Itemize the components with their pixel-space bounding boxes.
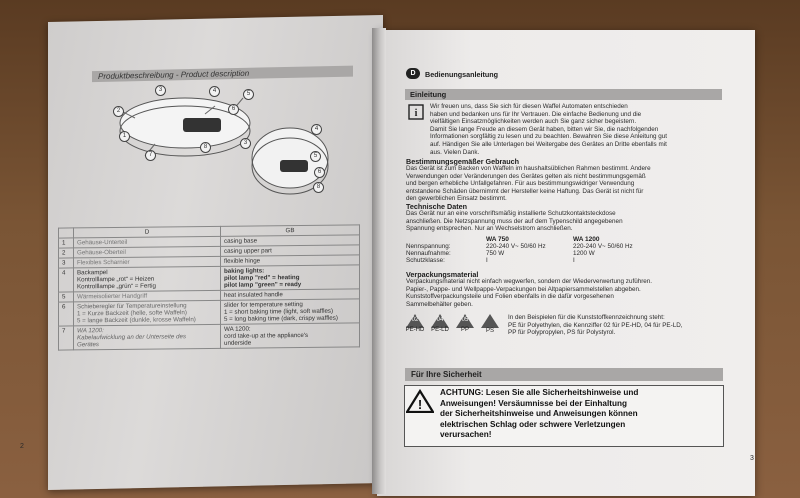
book-icon xyxy=(408,104,424,120)
wa750-voltage: 220-240 V~ 50/60 Hz xyxy=(486,243,546,250)
parts-table xyxy=(58,224,360,350)
intro-heading-bar: Einleitung xyxy=(405,89,722,100)
svg-text:!: ! xyxy=(417,397,423,412)
tech-model-750: WA 750 xyxy=(486,236,509,243)
book-gutter xyxy=(372,28,386,494)
callout-3: 3 xyxy=(155,85,166,96)
pack-text: Verpackungsmaterial nicht einfach wegwerfen, sondern der Wiederverwertung zuführen. Papier-, Pappe- und Wellpappe-Verpackungen bei Altpapiersammelstellen abgeben. Kunststoffverpackungsteile und Folien ebenfalls in die dafür vorgesehenen Sammelbehälter geben. xyxy=(406,278,653,308)
intro-text: Wir freuen uns, dass Sie sich für diesen Waffel Automaten entschieden haben und bedanken uns für Ihr Vertrauen. Die einfache Bedienung und die vielfältigen Einsatzmöglichkeiten werden auch Sie ganz sicher begeistern. Damit Sie lange Freude an diesem Gerät haben, bitten wir Sie, die nachfolgenden Informationen sorgfältig zu lesen und zu beachten. Bewahren Sie diese Anleitung gut auf. Händigen Sie alle Unterlagen bei Weitergabe des Gerätes an Dritte ebenfalls mit aus. Vielen Dank. xyxy=(430,103,667,156)
wa1200-power: 1200 W xyxy=(573,250,595,257)
section-title: Bedienungsanleitung xyxy=(425,70,499,79)
callout-5-small: 5 xyxy=(310,151,321,162)
tech-text: Das Gerät nur an eine vorschriftsmäßig installierte Schutzkontaktsteckdose anschließen. Die Netzspannung muss der auf dem Typenschild angegebenen Spannung entsprechen. Nur an Wechselstrom anschließen. xyxy=(406,210,623,233)
table-row: 3 Flexibles Scharnier flexible hinge xyxy=(59,255,360,268)
warning-text: ACHTUNG: Lesen Sie alle Sicherheitshinweise und Anweisungen! Versäumnisse bei der Einhaltung der Sicherheitshinweise und Anweisungen können elektrischen Schlag oder schwere Verletzungen verursachen! xyxy=(440,388,639,440)
svg-text:i: i xyxy=(414,108,418,119)
recycle-text: In den Beispielen für die Kunststoffkennzeichnung steht: PE für Polyethylen, die Kennziffer 02 für PE-HD, 04 für PE-LD, PP für Polypropylen, PS für Polystyrol. xyxy=(508,314,683,337)
callout-8: 8 xyxy=(200,142,211,153)
callout-6: 6 xyxy=(228,104,239,115)
tech-label-class: Schutzklasse: xyxy=(406,257,445,264)
callout-6-small: 6 xyxy=(314,167,325,178)
table-row: 6 Schieberegler für Temperatureinstellung 1 = Kurze Backzeit (helle, softe Waffeln) 5 = lange Backzeit (dunkle, krosse Waffeln) slider for temperature setting 1 = short baking time (light, soft waffles) 5 = long baking time (dark, crispy waffles) xyxy=(59,299,360,326)
handle-large xyxy=(183,118,221,132)
pack-heading: Verpackungsmaterial xyxy=(406,270,479,279)
callout-3-small: 3 xyxy=(240,138,251,149)
waffle-maker-illustration xyxy=(105,78,345,218)
callout-5: 5 xyxy=(243,89,254,100)
right-page-number: 3 xyxy=(750,455,754,462)
recycle-ps: PS xyxy=(479,314,501,334)
recycle-pe-ld: 04 PE-LD xyxy=(429,314,451,333)
table-row: 2 Gehäuse-Oberteil casing upper part xyxy=(59,245,360,258)
wa1200-class: I xyxy=(573,257,575,264)
safety-heading-bar: Für Ihre Sicherheit xyxy=(405,368,723,381)
table-row: 1 Gehäuse-Unterteil casing base xyxy=(59,235,360,248)
handle-small xyxy=(280,160,308,172)
product-description-header: Produktbeschreibung - Product description xyxy=(92,66,353,82)
section-badge: D xyxy=(406,68,420,79)
recycle-pe-hd: 02 PE-HD xyxy=(404,314,426,333)
wa1200-voltage: 220-240 V~ 50/60 Hz xyxy=(573,243,633,250)
table-row: 5 Wärmeisolierter Handgriff heat insulated handle xyxy=(59,289,360,302)
tech-label-voltage: Nennspannung: xyxy=(406,243,451,250)
use-text: Das Gerät ist zum Backen von Waffeln im haushaltsüblichen Rahmen bestimmt. Andere Verwendungen oder Veränderungen des Gerätes gelten als nicht bestimmungsgemäß und bergen erhebliche Unfallgefahren. Für aus bestimmungswidriger Verwendung entstandene Schäden übernimmt der Hersteller keine Haftung. Das Gerät ist nicht für den gewerblichen Einsatz bestimmt. xyxy=(406,165,651,203)
table-row: 4 Backampel Kontrolllampe „rot“ = Heizen Kontrolllampe „grün“ = Fertig baking lights: pilot lamp "red" = heating pilot lamp "green" = ready xyxy=(59,265,360,292)
callout-4: 4 xyxy=(209,86,220,97)
col-de: D xyxy=(74,226,221,238)
use-heading: Bestimmungsgemäßer Gebrauch xyxy=(406,157,520,166)
tech-model-1200: WA 1200 xyxy=(573,236,600,243)
callout-2: 2 xyxy=(113,106,124,117)
col-gb: GB xyxy=(221,225,360,236)
recycle-pp: 05 PP xyxy=(454,314,476,333)
left-page-number: 2 xyxy=(20,443,24,450)
tech-heading: Technische Daten xyxy=(406,202,467,211)
table-row: 7 WA 1200: Kabelaufwicklung an der Unterseite des Gerätes WA 1200: cord take-up at the appliance's underside xyxy=(59,323,360,350)
callout-7: 7 xyxy=(145,150,156,161)
wa750-power: 750 W xyxy=(486,250,505,257)
tech-label-power: Nennaufnahme: xyxy=(406,250,451,257)
warning-triangle-icon xyxy=(406,389,434,413)
callout-4-small: 4 xyxy=(311,124,322,135)
wa750-class: I xyxy=(486,257,488,264)
callout-1: 1 xyxy=(119,131,130,142)
callout-8-small: 8 xyxy=(313,182,324,193)
